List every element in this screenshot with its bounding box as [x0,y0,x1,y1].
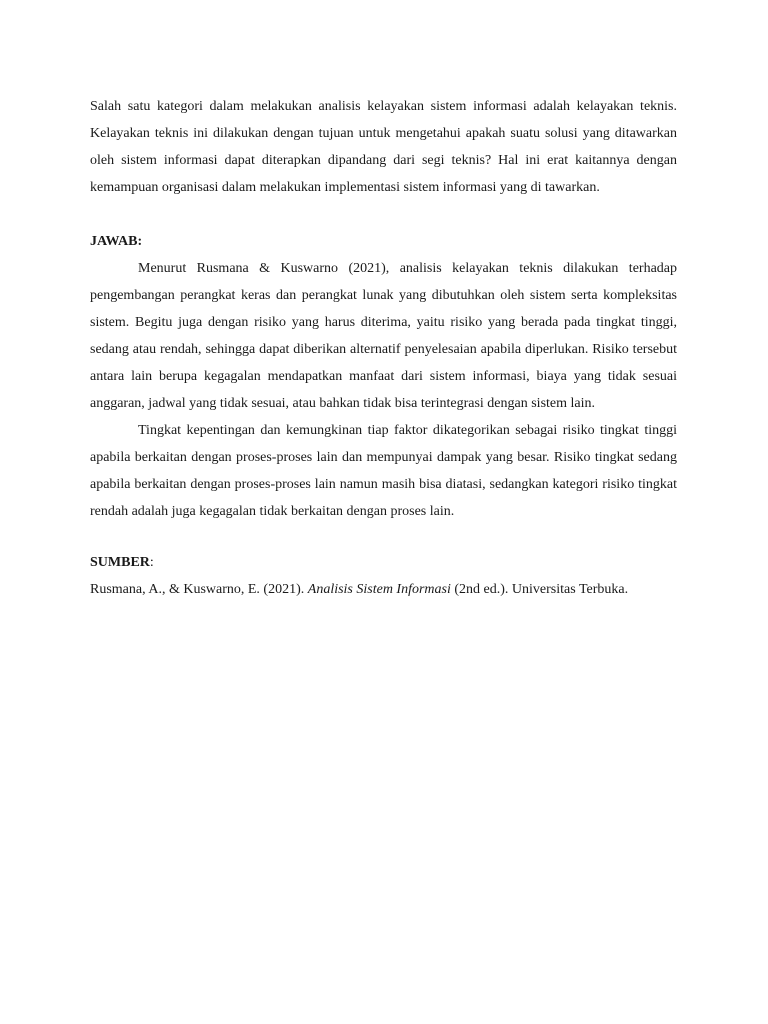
answer-paragraph-2: Tingkat kepentingan dan kemungkinan tiap faktor dikategorikan sebagai risiko tingkat tinggi apabila berkaitan dengan proses-proses lain dan mempunyai dampak yang besar. Risiko tingkat sedang apabila berkaitan dengan proses-proses lain namun masih bisa diatasi, sedangkan kategori risiko tingkat rendah adalah juga kegagalan tidak berkaitan dengan proses lain. [90,423,677,519]
answer-paragraph-1: Menurut Rusmana & Kuswarno (2021), analisis kelayakan teknis dilakukan terhadap pengembangan perangkat keras dan perangkat lunak yang dibutuhkan oleh sistem serta kompleksitas sistem. Begitu juga dengan risiko yang harus diterima, yaitu risiko yang berada pada tingkat tinggi, sedang atau rendah, sehingga dapat diberikan alternatif penyelesaian apabila diperlukan. Risiko tersebut antara lain berupa kegagalan mendapatkan manfaat dari sistem informasi, biaya yang tidak sesuai anggaran, jadwal yang tidak sesuai, atau bahkan tidak bisa terintegrasi dengan sistem lain. [90,261,677,411]
reference-edition-publisher: (2nd ed.). Universitas Terbuka. [450,582,629,597]
spacer [90,201,677,228]
reference-entry [90,576,677,603]
source-heading-label: SUMBER [90,555,150,570]
spacer [90,525,677,549]
question-paragraph: Salah satu kategori dalam melakukan analisis kelayakan sistem informasi adalah kelayakan teknis. Kelayakan teknis ini dilakukan dengan tujuan untuk mengetahui apakah suatu solusi yang ditawarkan oleh sistem informasi dapat diterapkan dipandang dari segi teknis? Hal ini erat kaitannya dengan kemampuan organisasi dalam melakukan implementasi sistem informasi yang di tawarkan. [90,99,677,195]
source-heading-colon: : [149,555,154,570]
source-heading [90,549,677,576]
reference-authors-year: Rusmana, A., & Kuswarno, E. (2021). [90,582,308,597]
reference-book-title: Analisis Sistem Informasi [307,582,451,597]
answer-heading: JAWAB: [90,234,143,249]
